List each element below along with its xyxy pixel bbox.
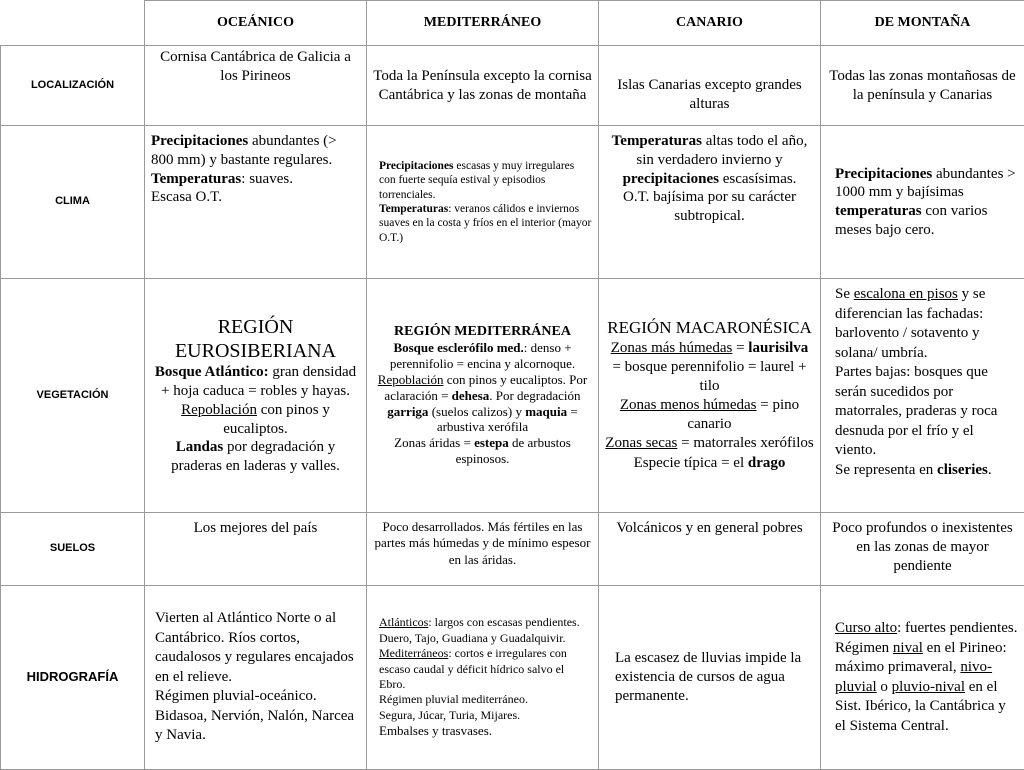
header-montana: DE MONTAÑA — [821, 1, 1024, 46]
text-segment: : denso + perennifolio = encina y alcornoque. — [390, 340, 575, 371]
cell-localizacion-canario: Islas Canarias excepto grandes alturas — [599, 46, 821, 126]
text-repoblacion: Repoblación — [378, 372, 444, 387]
text-segment: Especie típica = el — [634, 455, 748, 471]
text-regimen: Régimen pluvial-oceánico. — [155, 687, 360, 707]
text-zonas-humedas: Zonas más húmedas — [611, 340, 733, 356]
cell-localizacion-oceanico: Cornisa Cantábrica de Galicia a los Pirineos — [145, 46, 367, 126]
text-bosque-esclerofilo: Bosque esclerófilo med. — [393, 340, 523, 355]
text-temperaturas: Temperaturas — [151, 171, 241, 187]
region-title: REGIÓN EUROSIBERIANA — [151, 315, 360, 363]
text-segment: altas todo el año, sin verdadero invierno y — [636, 133, 807, 168]
text-segment: . Por degradación — [489, 388, 580, 403]
text-temperaturas: Temperaturas — [379, 203, 448, 215]
row-vegetacion — [1, 279, 1024, 513]
text-atlanticos: Atlánticos — [379, 615, 428, 629]
text-garriga: garriga — [387, 404, 428, 419]
text-segment: = arbustiva xerófila — [437, 404, 578, 435]
cell-hidrografia-canario: La escasez de lluvias impide la existencia de cursos de agua permanente. — [599, 586, 821, 770]
cell-localizacion-mediterraneo: Toda la Península excepto la cornisa Cantábrica y las zonas de montaña — [367, 46, 599, 126]
header-row — [1, 1, 1024, 46]
text-zonas-menos-humedas: Zonas menos húmedas — [620, 397, 757, 413]
text-line — [379, 202, 592, 245]
region-title: REGIÓN MACARONÉSICA — [605, 318, 814, 338]
text-segment: Vierten al Atlántico Norte o al Cantábrico. Ríos cortos, caudalosos y regulares encajados en el relieve. — [155, 610, 354, 685]
text-rios: Bidasoa, Nervión, Nalón, Narcea y Navia. — [155, 707, 360, 746]
row-suelos — [1, 513, 1024, 586]
text-line — [151, 438, 360, 476]
text-precipitaciones: Precipitaciones — [151, 133, 248, 149]
text-segment: por degradación y praderas en laderas y valles. — [171, 439, 340, 474]
text-segment: escasísimas. — [719, 171, 796, 187]
text-segment: = — [732, 340, 748, 356]
text-precipitaciones: Precipitaciones — [835, 166, 932, 182]
header-oceanico: OCEÁNICO — [145, 1, 367, 46]
text-segment: con pinos y eucaliptos. — [223, 402, 330, 437]
text-zonas-secas: Zonas secas — [605, 435, 677, 451]
text-segment: = pino canario — [687, 397, 799, 432]
text-pluvio-nival: pluvio-nival — [892, 679, 965, 695]
text-segment: abundantes > 1000 mm y bajísimas — [835, 166, 1016, 201]
row-hidrografia — [1, 586, 1024, 770]
cell-clima-montana — [821, 126, 1024, 279]
text-segment: : suaves. — [241, 171, 293, 187]
cell-clima-mediterraneo — [367, 126, 599, 279]
text-precipitaciones: precipitaciones — [623, 171, 719, 187]
text-maquia: maquia — [525, 404, 567, 419]
text-segment: = matorrales xerófilos — [677, 435, 813, 451]
text-segment: . — [988, 462, 992, 478]
text-embalses: Embalses y trasvases. — [379, 723, 592, 740]
text-segment: : largos con escasas pendientes. Duero, Tajo, Guadiana y Guadalquivir. — [379, 615, 580, 644]
row-label-localizacion: LOCALIZACIÓN — [1, 46, 145, 126]
text-precipitaciones: Precipitaciones — [379, 160, 454, 172]
text-segment: con pinos y eucaliptos. Por aclaración = — [384, 372, 587, 403]
text-curso-alto: Curso alto — [835, 620, 897, 636]
text-segment: en el Pirineo: máximo primaveral, — [835, 640, 1007, 676]
cell-suelos-montana: Poco profundos o inexistentes en las zonas de mayor pendiente — [821, 513, 1024, 586]
cell-suelos-mediterraneo: Poco desarrollados. Más fértiles en las partes más húmedas y de mínimo espesor en las áridas. — [367, 513, 599, 586]
header-canario: CANARIO — [599, 1, 821, 46]
text-segment: Se representa en — [835, 462, 937, 478]
row-label-vegetacion: VEGETACIÓN — [1, 279, 145, 513]
text-ot: Escasa O.T. — [151, 188, 360, 207]
region-title: REGIÓN MEDITERRÁNEA — [373, 324, 592, 340]
text-bosque-atlantico: Bosque Atlántico: — [155, 364, 269, 380]
row-clima — [1, 126, 1024, 279]
cell-suelos-canario: Volcánicos y en general pobres — [599, 513, 821, 586]
text-repoblacion: Repoblación — [181, 402, 257, 418]
text-segment: (suelos calizos) y — [428, 404, 525, 419]
row-label-hidrografia: HIDROGRAFÍA — [1, 586, 145, 770]
cell-hidrografia-oceanico — [145, 586, 367, 770]
text-line — [605, 454, 814, 473]
text-segment: : fuertes pendientes. Régimen — [835, 620, 1017, 656]
text-line — [605, 396, 814, 434]
header-mediterraneo: MEDITERRÁNEO — [367, 1, 599, 46]
text-segment: con varios meses bajo cero. — [835, 203, 987, 238]
text-line — [373, 435, 592, 467]
text-segment: Zonas áridas = — [394, 435, 474, 450]
text-segment: y se diferencian las fachadas: barlovento / sotavento y solana/ umbría. — [835, 286, 985, 361]
text-segment: : cortos e irregulares con escaso caudal y déficit hídrico salvo el Ebro. — [379, 646, 567, 691]
text-line — [379, 646, 592, 692]
text-temperaturas: temperaturas — [835, 203, 922, 219]
cell-vegetacion-mediterraneo — [367, 279, 599, 513]
row-label-suelos: SUELOS — [1, 513, 145, 586]
text-segment: Se — [835, 286, 854, 302]
cell-vegetacion-oceanico — [145, 279, 367, 513]
text-segment: en el Sist. Ibérico, la Cantábrica y el Sistema Central. — [835, 679, 1006, 734]
text-line — [835, 461, 1018, 481]
text-ot: O.T. bajísima por su carácter subtropical. — [605, 188, 814, 226]
text-segment: o — [877, 679, 892, 695]
cell-clima-oceanico — [145, 126, 367, 279]
text-segment: gran densidad + hoja caduca = robles y hayas. — [161, 364, 356, 399]
text-estepa: estepa — [474, 435, 509, 450]
text-partes-bajas: Partes bajas: bosques que serán sucedidos por matorrales, praderas y roca desnuda por el frío y el viento. — [835, 363, 1018, 461]
cell-suelos-oceanico: Los mejores del país — [145, 513, 367, 586]
text-nivo-pluvial: nivo-pluvial — [835, 659, 992, 695]
text-segment: de arbustos espinosos. — [456, 435, 571, 466]
text-dehesa: dehesa — [452, 388, 490, 403]
text-laurisilva: laurisilva — [748, 340, 808, 356]
row-localizacion — [1, 46, 1024, 126]
text-nival: nival — [893, 640, 923, 656]
cell-hidrografia-mediterraneo — [367, 586, 599, 770]
text-regimen: Régimen pluvial mediterráneo. — [379, 692, 592, 707]
text-landas: Landas — [176, 439, 224, 455]
corner-cell — [1, 1, 145, 46]
row-label-clima: CLIMA — [1, 126, 145, 279]
cell-localizacion-montana: Todas las zonas montañosas de la península y Canarias — [821, 46, 1024, 126]
text-mediterraneos: Mediterráneos — [379, 646, 448, 660]
cell-vegetacion-montana — [821, 279, 1024, 513]
text-segment: abundantes (> 800 mm) y bastante regulares. — [151, 133, 337, 168]
cell-hidrografia-montana — [821, 586, 1024, 770]
text-escalona: escalona en pisos — [854, 286, 958, 302]
text-drago: drago — [748, 455, 786, 471]
text-temperaturas: Temperaturas — [612, 133, 702, 149]
text-segment: : veranos cálidos e inviernos suaves en la costa y fríos en el interior (mayor O.T.) — [379, 203, 591, 244]
text-cliseries: cliseries — [937, 462, 988, 478]
text-segment: escasas y muy irregulares con fuerte sequía estival y episodios torrenciales. — [379, 160, 574, 201]
text-line — [605, 434, 814, 453]
cell-clima-canario — [599, 126, 821, 279]
text-segment: = bosque perennifolio = laurel + tilo — [612, 359, 806, 394]
text-line — [151, 170, 360, 189]
text-rios: Segura, Júcar, Turia, Mijares. — [379, 708, 592, 723]
cell-vegetacion-canario — [599, 279, 821, 513]
